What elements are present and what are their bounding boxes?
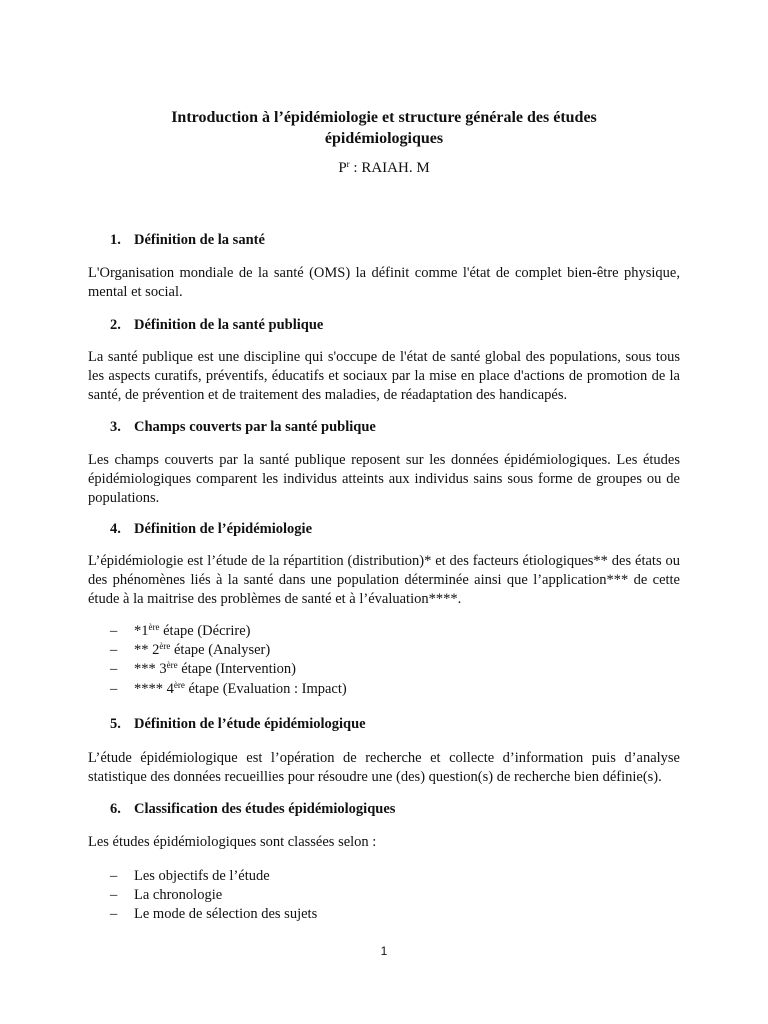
section-5-heading — [110, 715, 366, 733]
list-item — [110, 622, 347, 641]
list-item-sup: ère — [166, 660, 178, 671]
list-item — [110, 886, 317, 905]
list-item-text: Le mode de sélection des sujets — [134, 906, 318, 923]
section-heading-text: Classification des études épidémiologiques — [134, 801, 396, 817]
page-number: 1 — [380, 944, 388, 958]
section-4-list — [110, 622, 347, 699]
document-title — [0, 107, 768, 149]
list-dash: – — [110, 868, 118, 884]
list-item-prefix: *** 3 — [134, 661, 167, 678]
list-item-prefix: **** 4 — [134, 680, 174, 697]
list-dash: – — [110, 680, 118, 697]
list-item — [110, 905, 317, 924]
section-heading-text: Champs couverts par la santé publique — [134, 419, 376, 435]
author-superscript: r — [346, 159, 350, 169]
author-name: : RAIAH. M — [349, 160, 430, 176]
title-line-1: Introduction à l’épidémiologie et structure générale des études — [171, 109, 597, 126]
list-dash: – — [110, 623, 118, 639]
list-item-prefix: ** 2 — [134, 642, 160, 659]
section-3-paragraph: Les champs couverts par la santé publique reposent sur les données épidémiologiques. Les études épidémiologiques comparent les individus atteints aux individus sains sous forme de groupes ou de populations. — [88, 452, 680, 506]
section-number: 1. — [110, 232, 121, 248]
section-number: 5. — [110, 716, 121, 732]
author-prefix: P — [338, 160, 347, 176]
list-item-text: étape (Décrire) — [159, 623, 251, 639]
section-heading-text: Définition de la santé — [134, 232, 265, 248]
list-item-sup: ère — [148, 622, 160, 632]
list-item — [110, 680, 347, 699]
section-number: 2. — [110, 317, 121, 333]
list-dash: – — [110, 887, 118, 904]
section-1-paragraph: L'Organisation mondiale de la santé (OMS) la définit comme l'état de complet bien-être physique, mental et social. — [88, 265, 680, 300]
list-item-text: La chronologie — [134, 887, 223, 904]
section-6-list — [110, 867, 317, 925]
list-item-text: étape (Evaluation : Impact) — [184, 680, 347, 697]
list-item-prefix: *1 — [134, 623, 149, 639]
list-dash: – — [110, 906, 118, 923]
title-line-2: épidémiologiques — [324, 130, 444, 147]
author-line — [0, 158, 768, 178]
list-item-text: Les objectifs de l’étude — [134, 868, 270, 884]
section-heading-text: Définition de l’étude épidémiologique — [134, 716, 366, 732]
section-4-heading — [110, 520, 312, 538]
section-number: 6. — [110, 801, 121, 817]
list-item — [110, 867, 317, 886]
section-6-paragraph: Les études épidémiologiques sont classées selon : — [88, 834, 377, 850]
list-dash: – — [110, 661, 118, 678]
section-5-paragraph: L’étude épidémiologique est l’opération de recherche et collecte d’information puis d’analyse statistique des données recueillies pour résoudre une (des) question(s) de recherche bien définie(s). — [88, 750, 680, 785]
list-item-sup: ère — [159, 641, 171, 652]
section-1-heading — [110, 231, 265, 249]
list-item — [110, 641, 347, 660]
list-item-text: étape (Intervention) — [177, 661, 296, 678]
section-3-heading — [110, 418, 376, 436]
list-item-text: étape (Analyser) — [170, 642, 271, 659]
section-heading-text: Définition de l’épidémiologie — [134, 521, 313, 537]
section-6-heading — [110, 800, 395, 818]
section-4-paragraph: L’épidémiologie est l’étude de la répartition (distribution)* et des facteurs étiologiques** des états ou des phénomènes liés à la santé dans une population déterminée ainsi que l’application*** de cette étude à la maitrise des problèmes de santé et à l’évaluation****. — [88, 553, 680, 607]
section-heading-text: Définition de la santé publique — [134, 317, 324, 333]
section-2-heading — [110, 316, 323, 334]
section-number: 3. — [110, 419, 121, 435]
list-dash: – — [110, 642, 118, 659]
list-item-sup: ère — [173, 679, 185, 690]
section-number: 4. — [110, 521, 121, 537]
list-item — [110, 660, 347, 679]
section-2-paragraph: La santé publique est une discipline qui s'occupe de l'état de santé global des populations, sous tous les aspects curatifs, préventifs, éducatifs et sociaux par la mise en place d'actions de promotion de la santé, de prévention et de traitement des maladies, de réadaptation des handicapés. — [88, 349, 680, 403]
